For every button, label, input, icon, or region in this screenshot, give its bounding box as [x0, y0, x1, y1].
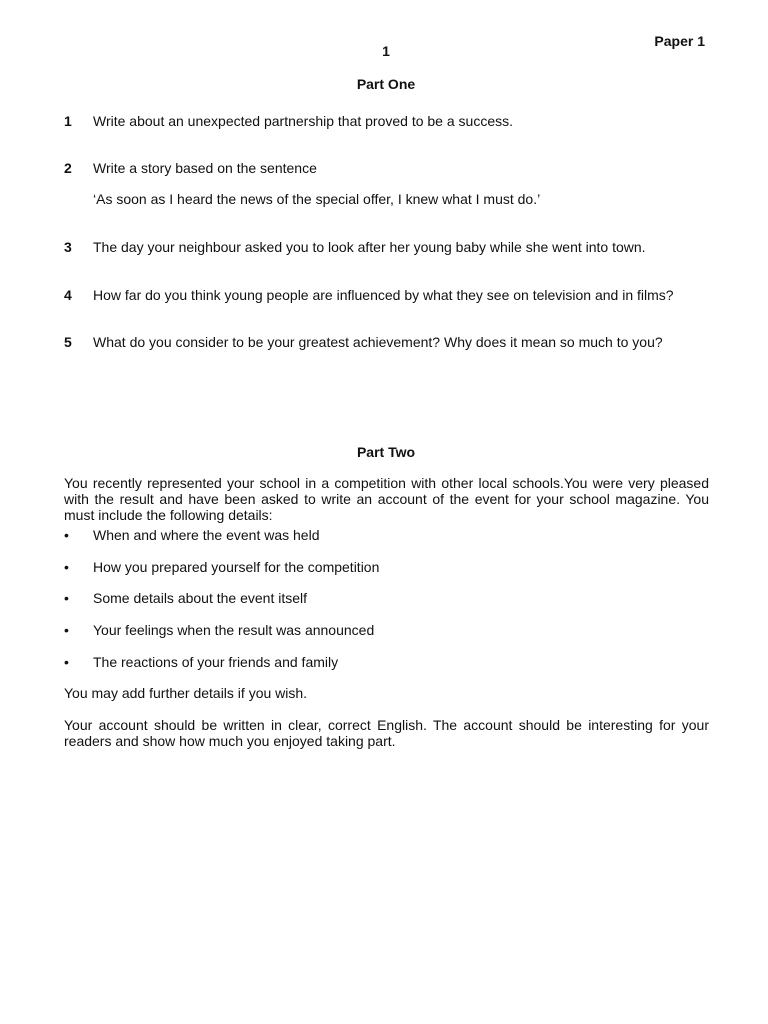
question-text: Write about an unexpected partnership that proved to be a success. [93, 113, 513, 129]
bullet-dot: • [64, 559, 69, 575]
question-text: How far do you think young people are influenced by what they see on television and in films? [93, 287, 674, 303]
bullet-item: Your feelings when the result was announced [93, 622, 375, 638]
question-number: 3 [64, 239, 72, 255]
bullet-item: The reactions of your friends and family [93, 654, 339, 670]
bullet-dot: • [64, 654, 69, 670]
part-two-heading: Part Two [356, 444, 416, 460]
bullet-item: Some details about the event itself [93, 590, 308, 606]
further-details-note: You may add further details if you wish. [64, 685, 308, 701]
question-text: The day your neighbour asked you to look after her young baby while she went into town. [93, 239, 646, 255]
bullet-dot: • [64, 590, 69, 606]
question-number: 1 [64, 113, 72, 129]
question-text: Write a story based on the sentence [93, 160, 317, 176]
bullet-item: How you prepared yourself for the competition [93, 559, 380, 575]
part-two-intro: You recently represented your school in a competition with other local schools.You were very pleased with the result and have been asked to write an account of the event for your school magazine. You must include the following details: [64, 475, 709, 523]
paper-label: Paper 1 [654, 33, 705, 49]
closing-instruction: Your account should be written in clear, correct English. The account should be interesting for your readers and show how much you enjoyed taking part. [64, 717, 709, 749]
page-number: 1 [382, 43, 390, 59]
question-text: What do you consider to be your greatest achievement? Why does it mean so much to you? [93, 334, 663, 350]
part-one-heading: Part One [356, 76, 416, 92]
bullet-item: When and where the event was held [93, 527, 320, 543]
bullet-dot: • [64, 622, 69, 638]
bullet-dot: • [64, 527, 69, 543]
question-number: 5 [64, 334, 72, 350]
question-number: 2 [64, 160, 72, 176]
question-quote: ‘As soon as I heard the news of the special offer, I knew what I must do.’ [93, 191, 541, 207]
question-number: 4 [64, 287, 72, 303]
